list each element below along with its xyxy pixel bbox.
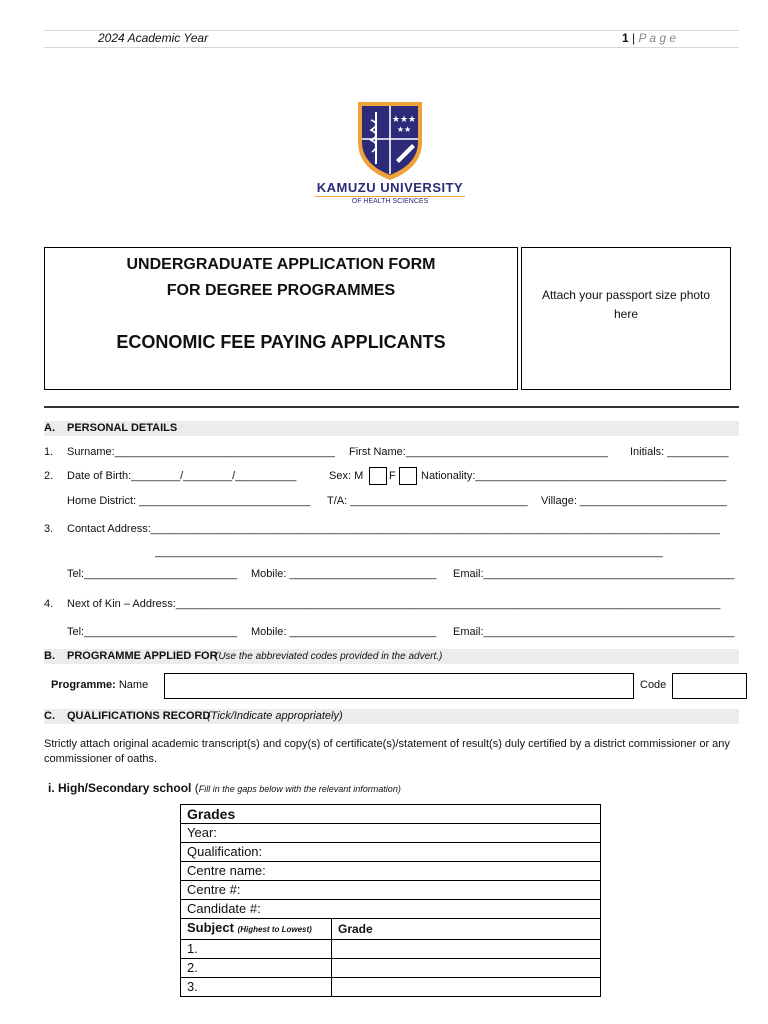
page-number (622, 31, 676, 45)
contact-address-cont[interactable]: ___________________________________________________________________________________ (155, 546, 663, 558)
ta-field[interactable]: T/A: _____________________________ (327, 495, 528, 507)
mobile2-field[interactable]: Mobile: ________________________ (251, 626, 437, 638)
grades-heading: Grades (181, 805, 601, 824)
section-a-title: PERSONAL DETAILS (67, 422, 178, 434)
tel-field[interactable]: Tel:_________________________ (67, 568, 238, 580)
qualifications-instructions: Strictly attach original academic transcript(s) and copy(s) of certificate(s)/statement of result(s) duly certified by a district commissioner or any commissioner of oaths. (44, 738, 730, 765)
subject-3-cell[interactable]: 3. (181, 978, 332, 997)
section-c-title: QUALIFICATIONS RECORD (67, 710, 211, 722)
table-row (181, 919, 601, 940)
programme-code-input[interactable] (672, 673, 747, 699)
academic-year: 2024 Academic Year (98, 31, 209, 45)
university-name-line (315, 196, 465, 197)
high-school-note: Fill in the gaps below with the relevant information) (198, 784, 401, 794)
subject-label: Subject (187, 920, 234, 935)
high-school-note-open: ( (194, 781, 199, 795)
first-name-field[interactable]: First Name:_________________________________ (349, 446, 608, 458)
section-a-letter: A. (44, 422, 55, 434)
form-title-line1: UNDERGRADUATE APPLICATION FORM (126, 256, 436, 273)
university-name: KAMUZU UNIVERSITY (316, 180, 464, 195)
subject-header-cell (181, 919, 332, 940)
table-row (181, 978, 601, 997)
university-subname: OF HEALTH SCIENCES (351, 198, 429, 205)
grade-header: Grade (332, 919, 601, 940)
row3-number: 3. (44, 523, 54, 535)
programme-row (51, 679, 148, 691)
table-row (181, 881, 601, 900)
email-field[interactable]: Email:_________________________________________ (453, 568, 735, 580)
centre-name-field[interactable]: Centre name: (181, 862, 601, 881)
contact-address-field[interactable]: Contact Address:_____________________________________________________________________________________________ (67, 523, 720, 535)
initials-field[interactable]: Initials: __________ (630, 446, 729, 458)
grade-2-cell[interactable] (332, 959, 601, 978)
centre-number-field[interactable]: Centre #: (181, 881, 601, 900)
subject-2-cell[interactable]: 2. (181, 959, 332, 978)
home-district-field[interactable]: Home District: ____________________________ (67, 495, 311, 507)
table-row (181, 940, 601, 959)
section-b-letter: B. (44, 650, 55, 662)
qualification-field[interactable]: Qualification: (181, 843, 601, 862)
programme-label: Programme: (51, 679, 116, 691)
sex-m-checkbox[interactable] (369, 467, 387, 485)
table-row (181, 959, 601, 978)
candidate-number-field[interactable]: Candidate #: (181, 900, 601, 919)
high-school-heading (48, 781, 401, 795)
university-logo (270, 80, 510, 230)
year-field[interactable]: Year: (181, 824, 601, 843)
next-of-kin-field[interactable]: Next of Kin – Address:_________________________________________________________________________________________ (67, 598, 721, 610)
shield-crest-icon (270, 80, 510, 180)
row2-number: 2. (44, 470, 54, 482)
table-row (181, 843, 601, 862)
row1-number: 1. (44, 446, 54, 458)
village-field[interactable]: Village: ________________________ (541, 495, 727, 507)
table-row (181, 862, 601, 881)
grade-1-cell[interactable] (332, 940, 601, 959)
sex-f-checkbox[interactable] (399, 467, 417, 485)
tel2-field[interactable]: Tel:_________________________ (67, 626, 238, 638)
programme-name-label: Name (118, 679, 149, 691)
table-row (181, 824, 601, 843)
section-b-title: PROGRAMME APPLIED FOR (67, 650, 218, 662)
subject-note: (Highest to Lowest) (237, 925, 312, 934)
title-box (44, 247, 518, 390)
nationality-field[interactable]: Nationality:_________________________________________ (421, 470, 727, 482)
date-of-birth-field[interactable]: Date of Birth:________/________/__________ (67, 470, 297, 482)
table-row (181, 805, 601, 824)
grade-3-cell[interactable] (332, 978, 601, 997)
form-title-line2: FOR DEGREE PROGRAMMES (166, 282, 396, 299)
section-a-heading (44, 421, 739, 436)
subject-1-cell[interactable]: 1. (181, 940, 332, 959)
header-bottom-rule (44, 47, 739, 48)
section-c-letter: C. (44, 710, 55, 722)
section-divider (44, 406, 739, 408)
passport-photo-text: Attach your passport size photo here (541, 288, 711, 321)
section-b-heading (44, 649, 739, 664)
svg-text:★★★: ★★★ (391, 115, 417, 125)
grades-table (180, 804, 601, 997)
page-num-value: 1 (622, 31, 629, 45)
row4-number: 4. (44, 598, 54, 610)
email2-field[interactable]: Email:_________________________________________ (453, 626, 735, 638)
page-sep: | (632, 31, 636, 45)
surname-field[interactable]: Surname:____________________________________ (67, 446, 335, 458)
section-c-heading (44, 709, 739, 724)
programme-code-label: Code (640, 679, 667, 691)
programme-name-input[interactable] (164, 673, 634, 699)
section-c-note: (Tick/Indicate appropriately) (207, 710, 343, 722)
high-school-title: High/Secondary school (58, 781, 192, 795)
high-school-number: i. (48, 781, 55, 795)
svg-text:★★: ★★ (396, 125, 412, 134)
sex-label: Sex: M (329, 470, 364, 482)
sex-f-label: F (389, 470, 396, 482)
page-word: P a g e (638, 31, 677, 45)
table-row (181, 900, 601, 919)
mobile-field[interactable]: Mobile: ________________________ (251, 568, 437, 580)
form-title-line3: ECONOMIC FEE PAYING APPLICANTS (116, 332, 446, 352)
passport-photo-box[interactable] (521, 247, 731, 390)
section-b-note: (Use the abbreviated codes provided in the advert.) (215, 651, 443, 662)
